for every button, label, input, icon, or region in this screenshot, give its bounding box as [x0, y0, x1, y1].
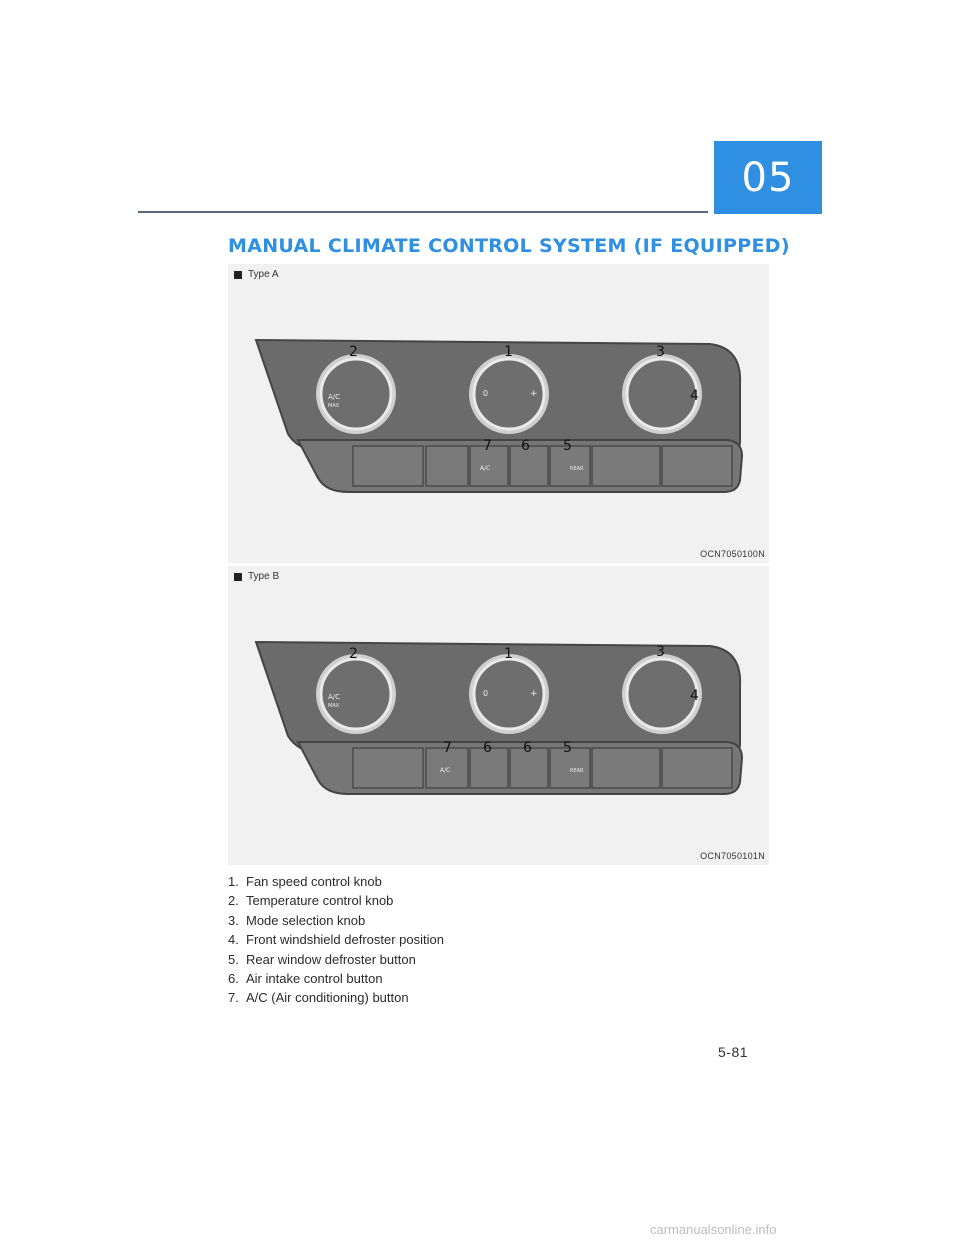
watermark: carmanualsonline.info: [650, 1222, 777, 1237]
list-item: 4. Front windshield defroster position: [228, 932, 444, 948]
list-item: 1. Fan speed control knob: [228, 874, 382, 889]
button-ac-label: A/C: [440, 767, 451, 774]
temperature-knob: [316, 654, 396, 734]
page-number: 5-81: [718, 1044, 749, 1060]
figure-type-a: [228, 264, 769, 563]
callout-5: 5: [563, 740, 572, 756]
button-row: [353, 446, 732, 486]
button-rear-label: REAR: [570, 466, 584, 472]
callout-5: 5: [563, 438, 572, 454]
chapter-number: 05: [741, 154, 795, 201]
knob-plus-label: +: [530, 389, 538, 399]
list-item: 5. Rear window defroster button: [228, 951, 416, 967]
temperature-knob: [316, 354, 396, 434]
knob-max-label: MAX: [328, 703, 340, 709]
knob-max-label: MAX: [328, 403, 340, 409]
knob-zero-label: 0: [483, 689, 489, 698]
type-b-label: Type B: [248, 571, 280, 582]
list-item: 6. Air intake control button: [228, 970, 383, 986]
figure-code: OCN7050100N: [700, 549, 765, 559]
list-item: 2. Temperature control knob: [228, 893, 394, 909]
section-title: MANUAL CLIMATE CONTROL SYSTEM (IF EQUIPPED): [228, 235, 790, 257]
type-a-label: Type A: [248, 269, 279, 280]
callout-3: 3: [656, 344, 665, 360]
figure-code: OCN7050101N: [700, 851, 765, 861]
climate-panel-illustration-b: [228, 566, 769, 865]
list-item: 7. A/C (Air conditioning) button: [228, 990, 409, 1006]
knob-plus-label: +: [530, 689, 538, 699]
component-legend-list: [228, 872, 444, 1008]
button-rear-label: REAR: [570, 768, 584, 774]
callout-4: 4: [690, 388, 699, 404]
callout-2: 2: [349, 344, 358, 360]
callout-1: 1: [504, 344, 513, 360]
callout-7: 7: [483, 438, 492, 454]
callout-7: 7: [443, 740, 452, 756]
callout-1: 1: [504, 646, 513, 662]
header-rule: [138, 211, 708, 213]
callout-6b: 6: [523, 740, 532, 756]
button-row: [353, 748, 732, 788]
knob-zero-label: 0: [483, 389, 489, 398]
figure-type-b: [228, 566, 769, 865]
button-ac-label: A/C: [480, 465, 491, 472]
callout-6: 6: [483, 740, 492, 756]
callout-4: 4: [690, 688, 699, 704]
knob-ac-label: A/C: [328, 393, 341, 401]
chapter-tab: [714, 141, 822, 214]
fan-speed-knob: [469, 654, 549, 734]
climate-panel-illustration-a: [228, 264, 769, 563]
knob-ac-label: A/C: [328, 693, 341, 701]
callout-3: 3: [656, 644, 665, 660]
list-item: 3. Mode selection knob: [228, 912, 366, 928]
callout-6: 6: [521, 438, 530, 454]
fan-speed-knob: [469, 354, 549, 434]
callout-2: 2: [349, 646, 358, 662]
